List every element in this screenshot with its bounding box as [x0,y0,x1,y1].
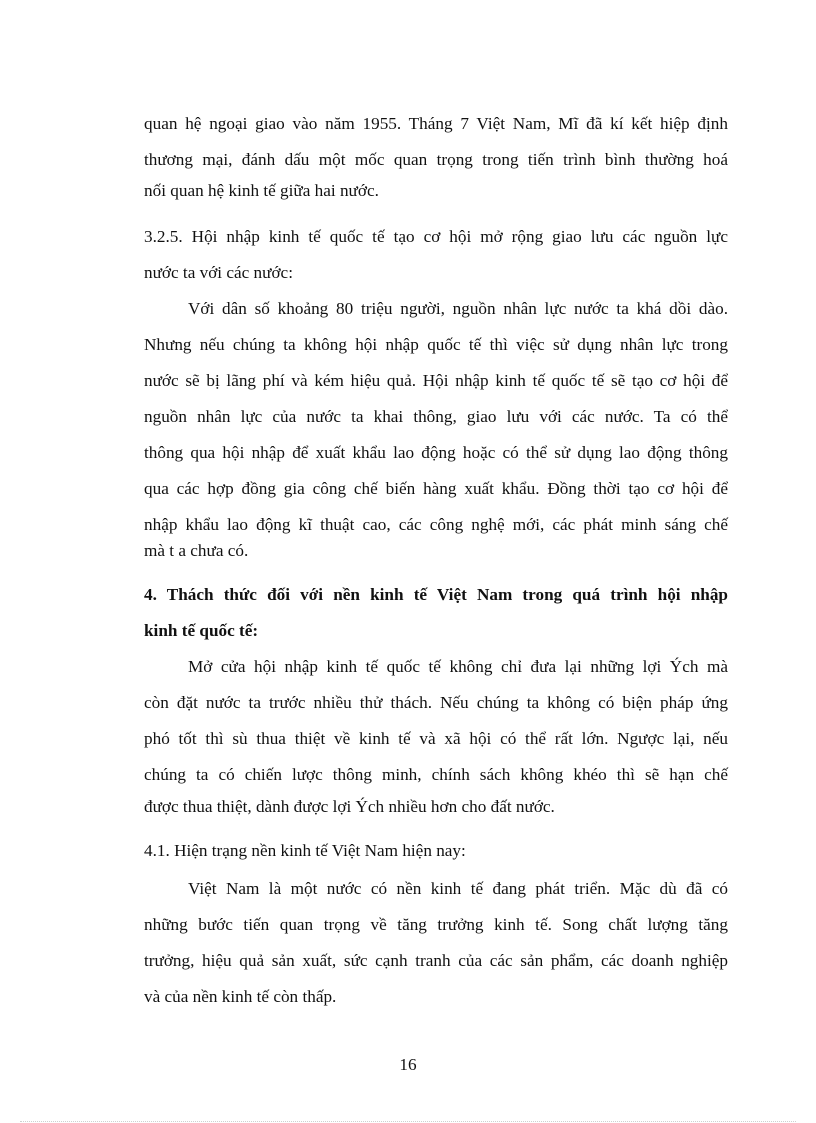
text-line: Nhưng nếu chúng ta không hội nhập quốc tế thì việc sử dụng nhân lực trong [144,335,728,354]
text-line: và của nền kinh tế còn thấp. [144,987,337,1006]
paragraph-first-line: Việt Nam là một nước có nền kinh tế đang phát triển. Mặc dù đã có [188,879,728,898]
page-number: 16 [399,1055,417,1074]
text-line: còn đặt nước ta trước nhiều thử thách. Nếu chúng ta không có biện pháp ứng [144,693,728,712]
text-line: nước sẽ bị lãng phí và kém hiệu quả. Hội nhập kinh tế quốc tế sẽ tạo cơ hội để [144,371,728,390]
text-line: được thua thiệt, dành được lợi Ých nhiều hơn cho đất nước. [144,797,555,816]
section-heading-3-2-5-cont: nước ta với các nước: [144,263,293,282]
section-heading-4: 4. Thách thức đối với nền kinh tế Việt Nam trong quá trình hội nhập [144,585,728,604]
text-line: nguồn nhân lực của nước ta khai thông, giao lưu với các nước. Ta có thể [144,407,728,426]
text-line: trưởng, hiệu quả sản xuất, sức cạnh tranh của các sản phẩm, các doanh nghiệp [144,951,728,970]
text-line: chúng ta có chiến lược thông minh, chính sách không khéo thì sẽ hạn chế [144,765,728,784]
section-heading-3-2-5: 3.2.5. Hội nhập kinh tế quốc tế tạo cơ hội mở rộng giao lưu các nguồn lực [144,227,728,246]
text-line: thương mại, đánh dấu một mốc quan trọng trong tiến trình bình thường hoá [144,150,728,169]
text-line: nhập khẩu lao động kĩ thuật cao, các công nghệ mới, các phát minh sáng chế [144,515,728,534]
text-line: phó tốt thì sù thua thiệt về kinh tế và xã hội có thể rất lớn. Ngược lại, nếu [144,729,728,748]
text-line: mà t a chưa có. [144,541,249,560]
page-bottom-divider [20,1121,796,1122]
paragraph-first-line: Mở cửa hội nhập kinh tế quốc tế không chỉ đưa lại những lợi Ých mà [188,657,728,676]
paragraph-first-line: Với dân số khoảng 80 triệu người, nguồn nhân lực nước ta khá dồi dào. [188,299,728,318]
text-line: quan hệ ngoại giao vào năm 1955. Tháng 7 Việt Nam, Mĩ đã kí kết hiệp định [144,114,728,133]
text-line: thông qua hội nhập để xuất khẩu lao động hoặc có thể sử dụng lao động thông [144,443,728,462]
text-line: những bước tiến quan trọng về tăng trưởng kinh tế. Song chất lượng tăng [144,915,728,934]
section-heading-4-cont: kinh tế quốc tế: [144,621,259,640]
text-line: nối quan hệ kinh tế giữa hai nước. [144,181,379,200]
section-heading-4-1: 4.1. Hiện trạng nền kinh tế Việt Nam hiện nay: [144,841,466,860]
text-line: qua các hợp đồng gia công chế biến hàng xuất khẩu. Đồng thời tạo cơ hội để [144,479,728,498]
